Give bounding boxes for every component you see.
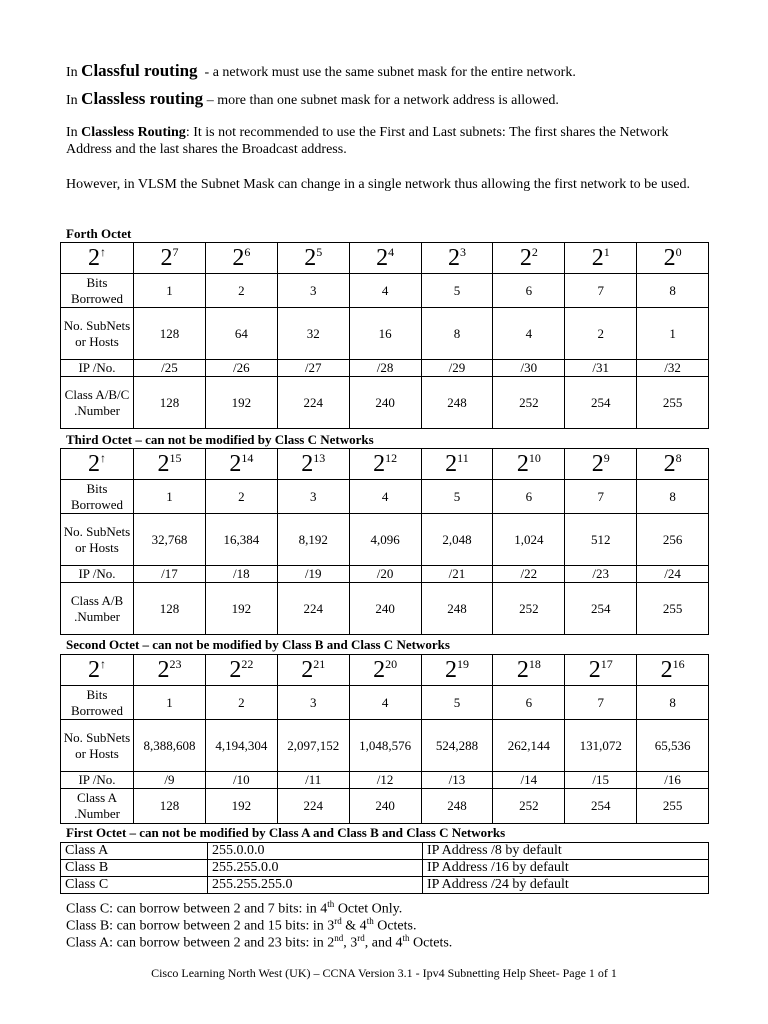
table-cell: 4 (349, 480, 421, 514)
table-cell: 8,388,608 (134, 720, 206, 772)
table-cell: 254 (565, 583, 637, 635)
table-cell: 248 (421, 377, 493, 429)
power-cell: $2^{11}$ (421, 449, 493, 480)
table-cell: 255 (637, 377, 709, 429)
table-cell: 240 (349, 377, 421, 429)
power-cell: $2^{22}$ (205, 655, 277, 686)
power-cell: $2^{16}$ (637, 655, 709, 686)
row-label: No. SubNets or Hosts (61, 514, 134, 566)
table-cell: 131,072 (565, 720, 637, 772)
power-cell: $2^{13}$ (277, 449, 349, 480)
class-cell: Class C (61, 877, 208, 894)
first-octet-caption: First Octet – can not be modified by Class A and Class B and Class C Networks (66, 825, 506, 840)
table-cell: /25 (134, 360, 206, 377)
table-cell: /18 (205, 566, 277, 583)
table-cell: 7 (565, 480, 637, 514)
table-cell: /28 (349, 360, 421, 377)
table-row (61, 877, 709, 894)
table-cell: 2 (205, 274, 277, 308)
mask-cell: 255.255.0.0 (208, 860, 423, 877)
power-header-label: 2↑ (61, 655, 134, 686)
table-cell: /16 (637, 772, 709, 789)
power-cell: $2^{20}$ (349, 655, 421, 686)
class-cell: Class B (61, 860, 208, 877)
octet-caption: Forth Octet (66, 226, 132, 241)
table-cell: 7 (565, 686, 637, 720)
power-cell: $2^4$ (349, 243, 421, 274)
class-number-row (61, 789, 709, 824)
class-cell: Class A (61, 843, 208, 860)
octet-table (60, 654, 709, 824)
class-number-row (61, 583, 709, 635)
table-cell: 224 (277, 789, 349, 824)
row-label: IP /No. (61, 566, 134, 583)
table-cell: /30 (493, 360, 565, 377)
bits-borrowed-row (61, 686, 709, 720)
power-cell: $2^{12}$ (349, 449, 421, 480)
table-cell: 240 (349, 583, 421, 635)
table-cell: /22 (493, 566, 565, 583)
power-cell: $2^9$ (565, 449, 637, 480)
subnets-row (61, 308, 709, 360)
table-cell: 2 (205, 686, 277, 720)
table-cell: 64 (205, 308, 277, 360)
table-cell: /31 (565, 360, 637, 377)
power-cell: $2^{17}$ (565, 655, 637, 686)
table-cell: 254 (565, 789, 637, 824)
table-cell: 262,144 (493, 720, 565, 772)
table-cell: 4,194,304 (205, 720, 277, 772)
vlsm-paragraph: However, in VLSM the Subnet Mask can change in a single network thus allowing the first network to be used. (66, 177, 691, 192)
power-cell: $2^7$ (134, 243, 206, 274)
table-cell: /24 (637, 566, 709, 583)
table-cell: 6 (493, 274, 565, 308)
table-cell: 3 (277, 686, 349, 720)
subnets-row (61, 720, 709, 772)
ip-prefix-row (61, 566, 709, 583)
table-cell: 1 (134, 274, 206, 308)
class-mask-table (60, 842, 709, 894)
table-cell: /29 (421, 360, 493, 377)
power-cell: $2^8$ (637, 449, 709, 480)
table-row (61, 860, 709, 877)
table-cell: 224 (277, 377, 349, 429)
class-b-note: Class B: can borrow between 2 and 15 bits: in 3rd & 4th Octets. (66, 916, 417, 934)
power-cell: $2^{15}$ (134, 449, 206, 480)
table-cell: 32,768 (134, 514, 206, 566)
table-cell: /15 (565, 772, 637, 789)
row-label: IP /No. (61, 360, 134, 377)
table-cell: 255 (637, 583, 709, 635)
table-cell: /20 (349, 566, 421, 583)
table-cell: 3 (277, 480, 349, 514)
table-cell: 248 (421, 789, 493, 824)
table-cell: /11 (277, 772, 349, 789)
table-cell: 32 (277, 308, 349, 360)
table-cell: 2,048 (421, 514, 493, 566)
table-cell: 3 (277, 274, 349, 308)
class-c-note: Class C: can borrow between 2 and 7 bits: in 4th Octet Only. (66, 899, 403, 917)
power-cell: $2^{19}$ (421, 655, 493, 686)
power-cell: $2^6$ (205, 243, 277, 274)
classless-definition: In Classless routing – more than one subnet mask for a network address is allowed. (66, 89, 559, 108)
table-cell: 5 (421, 686, 493, 720)
row-label: Bits Borrowed (61, 480, 134, 514)
table-cell: 7 (565, 274, 637, 308)
table-cell: 1,048,576 (349, 720, 421, 772)
table-cell: 248 (421, 583, 493, 635)
row-label: Bits Borrowed (61, 686, 134, 720)
power-cell: $2^5$ (277, 243, 349, 274)
prefix-cell: IP Address /24 by default (423, 877, 709, 894)
classless-term: Classless routing (81, 89, 204, 108)
prefix-cell: IP Address /16 by default (423, 860, 709, 877)
table-cell: 5 (421, 480, 493, 514)
table-cell: 252 (493, 377, 565, 429)
table-cell: 252 (493, 789, 565, 824)
table-cell: 5 (421, 274, 493, 308)
table-cell: /21 (421, 566, 493, 583)
power-cell: $2^{18}$ (493, 655, 565, 686)
table-cell: 192 (205, 789, 277, 824)
table-cell: 1 (637, 308, 709, 360)
bits-borrowed-row (61, 480, 709, 514)
table-row (61, 843, 709, 860)
page-footer: Cisco Learning North West (UK) – CCNA Version 3.1 - Ipv4 Subnetting Help Sheet- Page 1 of 1 (151, 966, 617, 980)
row-label: Bits Borrowed (61, 274, 134, 308)
ip-prefix-row (61, 360, 709, 377)
table-cell: 128 (134, 789, 206, 824)
table-cell: 4 (349, 274, 421, 308)
table-cell: 1,024 (493, 514, 565, 566)
power-cell: $2^{14}$ (205, 449, 277, 480)
table-cell: 8 (637, 686, 709, 720)
octet-caption: Second Octet – can not be modified by Class B and Class C Networks (66, 637, 450, 652)
table-cell: 524,288 (421, 720, 493, 772)
table-cell: 4 (493, 308, 565, 360)
table-cell: 128 (134, 583, 206, 635)
table-cell: 254 (565, 377, 637, 429)
table-cell: 192 (205, 377, 277, 429)
table-cell: 240 (349, 789, 421, 824)
power-cell: $2^1$ (565, 243, 637, 274)
table-cell: 4,096 (349, 514, 421, 566)
row-label: No. SubNets or Hosts (61, 720, 134, 772)
power-cell: $2^{21}$ (277, 655, 349, 686)
prefix-cell: IP Address /8 by default (423, 843, 709, 860)
row-label: Class A/B .Number (61, 583, 134, 635)
table-cell: 4 (349, 686, 421, 720)
mask-cell: 255.0.0.0 (208, 843, 423, 860)
table-cell: 256 (637, 514, 709, 566)
table-cell: 8 (637, 480, 709, 514)
classless-note-paragraph: In Classless Routing: It is not recommended to use the First and Last subnets: The first shares the Network Address and the last shares the Broadcast address. (66, 125, 669, 157)
table-cell: 65,536 (637, 720, 709, 772)
table-cell: 1 (134, 686, 206, 720)
table-cell: 2 (205, 480, 277, 514)
table-cell: /9 (134, 772, 206, 789)
power-header-row (61, 243, 709, 274)
table-cell: 2,097,152 (277, 720, 349, 772)
table-cell: 512 (565, 514, 637, 566)
table-cell: /23 (565, 566, 637, 583)
classful-definition: In Classful routing - a network must use the same subnet mask for the entire network. (66, 61, 576, 80)
table-cell: 8,192 (277, 514, 349, 566)
mask-cell: 255.255.255.0 (208, 877, 423, 894)
table-cell: /27 (277, 360, 349, 377)
table-cell: 1 (134, 480, 206, 514)
row-label: Class A .Number (61, 789, 134, 824)
table-cell: 2 (565, 308, 637, 360)
table-cell: 8 (421, 308, 493, 360)
power-cell: $2^3$ (421, 243, 493, 274)
power-cell: $2^{23}$ (134, 655, 206, 686)
octet-caption: Third Octet – can not be modified by Class C Networks (66, 432, 374, 447)
table-cell: 128 (134, 377, 206, 429)
table-cell: 16,384 (205, 514, 277, 566)
row-label: Class A/B/C .Number (61, 377, 134, 429)
table-cell: /19 (277, 566, 349, 583)
power-cell: $2^2$ (493, 243, 565, 274)
octet-table (60, 448, 709, 635)
classful-term: Classful routing (81, 61, 198, 80)
power-header-label: 2↑ (61, 449, 134, 480)
power-cell: $2^0$ (637, 243, 709, 274)
table-cell: /12 (349, 772, 421, 789)
power-header-row (61, 449, 709, 480)
subnets-row (61, 514, 709, 566)
class-a-note: Class A: can borrow between 2 and 23 bits: in 2nd, 3rd, and 4th Octets. (66, 933, 453, 951)
bits-borrowed-row (61, 274, 709, 308)
power-cell: $2^{10}$ (493, 449, 565, 480)
class-number-row (61, 377, 709, 429)
table-cell: 255 (637, 789, 709, 824)
table-cell: 224 (277, 583, 349, 635)
table-cell: 6 (493, 686, 565, 720)
table-cell: 6 (493, 480, 565, 514)
row-label: IP /No. (61, 772, 134, 789)
table-cell: 252 (493, 583, 565, 635)
row-label: No. SubNets or Hosts (61, 308, 134, 360)
ip-prefix-row (61, 772, 709, 789)
table-cell: 8 (637, 274, 709, 308)
table-cell: /13 (421, 772, 493, 789)
table-cell: /10 (205, 772, 277, 789)
table-cell: 128 (134, 308, 206, 360)
table-cell: /26 (205, 360, 277, 377)
table-cell: 16 (349, 308, 421, 360)
table-cell: /14 (493, 772, 565, 789)
table-cell: 192 (205, 583, 277, 635)
table-cell: /17 (134, 566, 206, 583)
table-cell: /32 (637, 360, 709, 377)
octet-table (60, 242, 709, 429)
power-header-label: 2↑ (61, 243, 134, 274)
power-header-row (61, 655, 709, 686)
